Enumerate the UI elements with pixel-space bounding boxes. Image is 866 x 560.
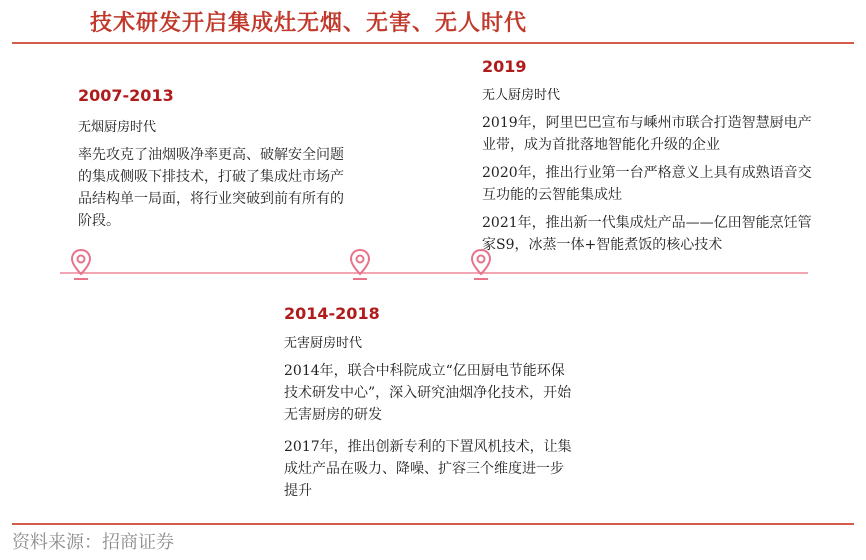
period-paragraph: 2014年，联合中科院成立“亿田厨电节能环保技术研发中心”，深入研究油烟净化技术，开始无害厨房的研发 xyxy=(284,363,572,423)
timeline-pin-icon xyxy=(349,248,371,282)
period-era-2019: 无人厨房时代 xyxy=(482,88,561,103)
timeline-line xyxy=(60,272,808,274)
period-era-2014-2018: 无害厨房时代 xyxy=(284,336,363,351)
source-note: 资料来源：招商证券 xyxy=(12,532,174,553)
period-year-2019: 2019 xyxy=(482,57,527,76)
top-divider xyxy=(12,42,854,44)
period-text-2007-2013 xyxy=(78,144,350,238)
period-year-2007-2013: 2007-2013 xyxy=(78,86,174,105)
period-year-2014-2018: 2014-2018 xyxy=(284,304,380,323)
period-paragraph: 2020年，推出行业第一台严格意义上具有成熟语音交互功能的云智能集成灶 xyxy=(482,165,812,203)
period-paragraph: 2019年，阿里巴巴宣布与嵊州市联合打造智慧厨电产业带，成为首批落地智能化升级的企业 xyxy=(482,115,812,153)
period-text-2019 xyxy=(482,112,822,262)
page-title: 技术研发开启集成灶无烟、无害、无人时代 xyxy=(90,11,528,36)
timeline-pin-icon xyxy=(70,248,92,282)
bottom-divider xyxy=(12,523,854,525)
period-era-2007-2013: 无烟厨房时代 xyxy=(78,120,157,135)
period-paragraph: 2021年，推出新一代集成灶产品——亿田智能烹饪管家S9，冰蒸一体+智能煮饭的核心技术 xyxy=(482,215,812,253)
period-text-2014-2018 xyxy=(284,360,574,508)
timeline-pin-icon xyxy=(470,248,492,282)
period-paragraph: 2017年，推出创新专利的下置风机技术，让集成灶产品在吸力、降噪、扩容三个维度进一步提升 xyxy=(284,439,572,499)
period-paragraph: 率先攻克了油烟吸净率更高、破解安全问题的集成侧吸下排技术，打破了集成灶市场产品结构单一局面，将行业突破到前有所有的阶段。 xyxy=(78,147,344,229)
